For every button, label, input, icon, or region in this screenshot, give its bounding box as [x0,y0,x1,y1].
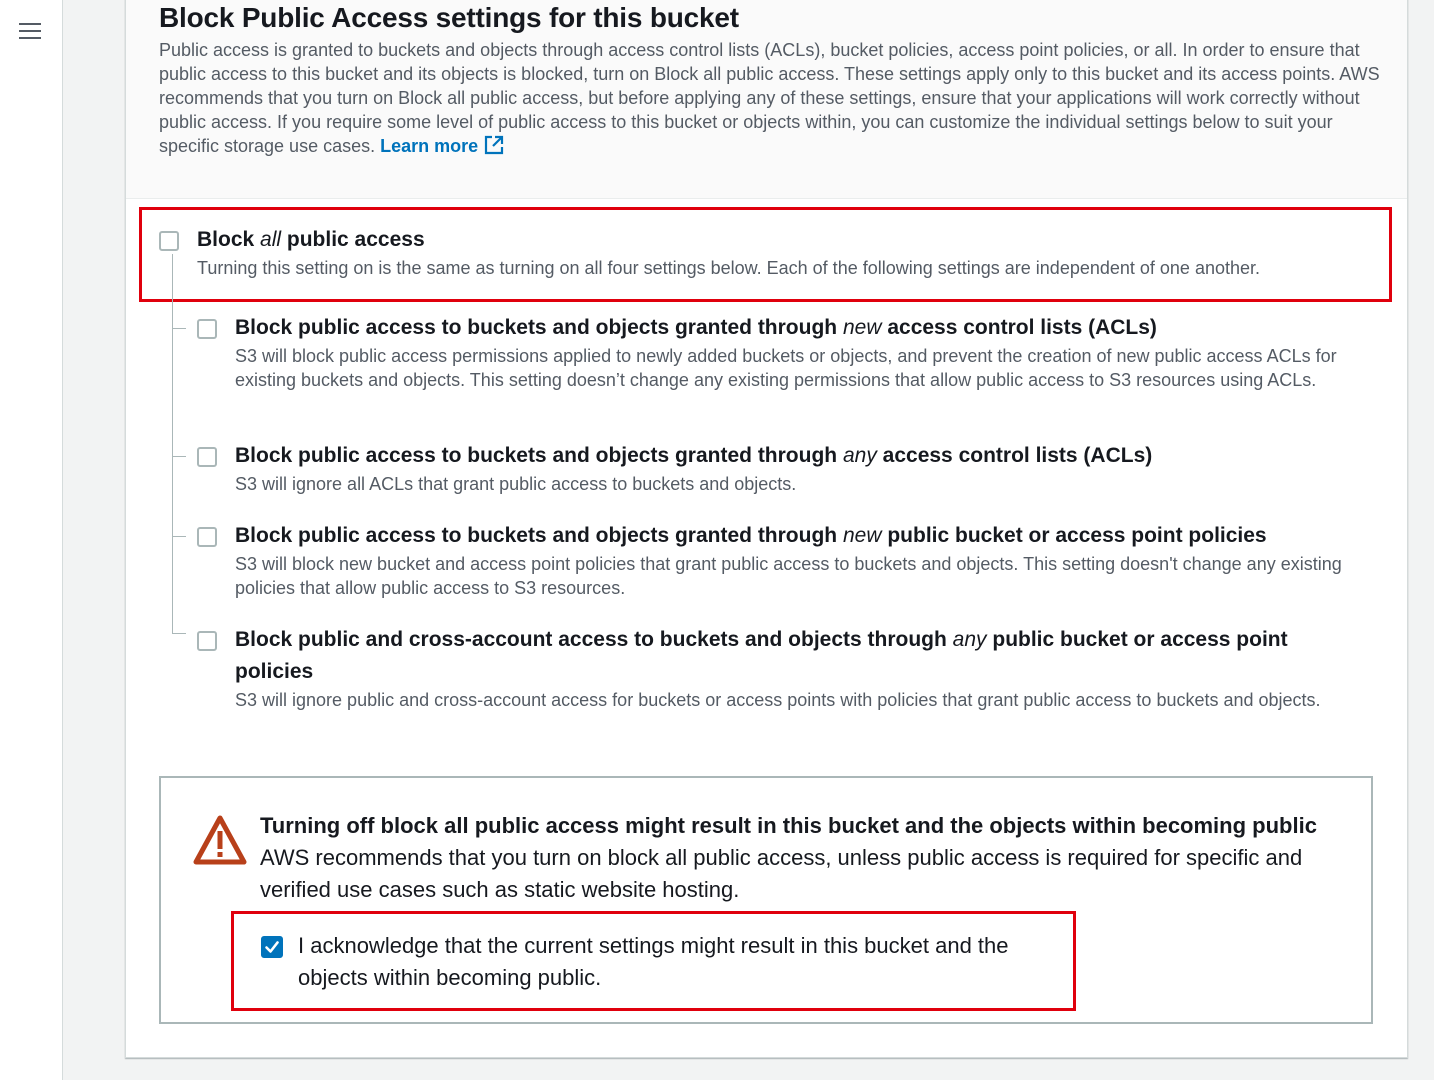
option-title-pre: Block public access to buckets and objects granted through [235,524,843,547]
block-all-highlight [139,207,1392,302]
block-any-acls-checkbox[interactable] [197,447,217,467]
option-title-em: new [842,316,882,339]
block-any-acls-description: S3 will ignore all ACLs that grant public access to buckets and objects. [235,474,797,494]
block-new-acls-title [235,312,1385,344]
option-title-pre: Block public and cross-account access to buckets and objects through [235,628,953,651]
block-all-title-post: public access [281,228,425,251]
option-title-post: access control lists (ACLs) [881,316,1157,339]
description-text: Public access is granted to buckets and objects through access control lists (ACLs), bucket policies, access point policies, or all. In order to ensure that public access to this bucket and its objects is blocked, turn on Block all public access. These settings apply only to this bucket and its access points. AWS recommends that you turn on Block all public access, but before applying any of these settings, ensure that your applications will work correctly without public access. If you require some level of public access to this bucket or objects within, you can customize the individual settings below to suit your specific storage use cases. [159,40,1380,156]
block-all-title-em: all [260,228,282,251]
option-title-em: any [842,444,877,467]
block-any-policies-description: S3 will ignore public and cross-account access for buckets or access points with policies that grant public access to buckets and objects. [235,690,1321,710]
block-new-policies-checkbox[interactable] [197,527,217,547]
tree-branch [172,456,186,457]
block-public-access-panel [125,0,1408,1058]
learn-more-label: Learn more [380,136,479,156]
option-title-em: any [952,628,987,651]
option-title-post: public bucket or access point policies [881,524,1267,547]
block-new-acls-description: S3 will block public access permissions applied to newly added buckets or objects, and prevent the creation of new public access ACLs for existing buckets and objects. This setting doesn’t change any existing permissions that allow public access to S3 resources using ACLs. [235,346,1337,390]
warning-triangle-icon [193,814,247,866]
option-title-post: public bucket or access point policies [235,628,1288,683]
option-title-pre: Block public access to buckets and objects granted through [235,316,843,339]
tree-branch [172,633,186,634]
tree-connector [172,254,173,634]
option-title-post: access control lists (ACLs) [876,444,1153,467]
tree-branch [172,536,186,537]
hamburger-menu-icon[interactable] [19,21,41,39]
block-new-policies-description: S3 will block new bucket and access point policies that grant public access to buckets and objects. This setting doesn't change any existing policies that allow public access to S3 resources. [235,554,1342,598]
learn-more-link[interactable] [380,136,504,156]
option-title-pre: Block public access to buckets and objects granted through [235,444,843,467]
block-any-policies-title [235,624,1335,688]
warning-alert [159,776,1373,1024]
acknowledge-label[interactable]: I acknowledge that the current settings might result in this bucket and the objects within becoming public. [298,933,1009,990]
external-link-icon [484,135,504,155]
panel-title: Block Public Access settings for this bucket [159,2,739,33]
block-any-acls-title [235,440,1385,472]
block-new-acls-checkbox[interactable] [197,319,217,339]
block-all-title-pre: Block [197,228,261,251]
block-any-policies-checkbox[interactable] [197,631,217,651]
panel-description [159,38,1389,158]
option-title-em: new [842,524,882,547]
warning-text: AWS recommends that you turn on block all public access, unless public access is required for specific and verified use cases such as static website hosting. [260,845,1303,902]
block-all-description: Turning this setting on is the same as turning on all four settings below. Each of the following settings are independent of one another. [197,258,1261,278]
acknowledge-highlight [231,911,1076,1011]
block-new-policies-title [235,520,1385,552]
tree-branch [172,328,186,329]
panel-header [126,0,1407,199]
side-navigation [0,0,63,1080]
warning-title: Turning off block all public access might result in this bucket and the objects within becoming public [260,813,1317,838]
